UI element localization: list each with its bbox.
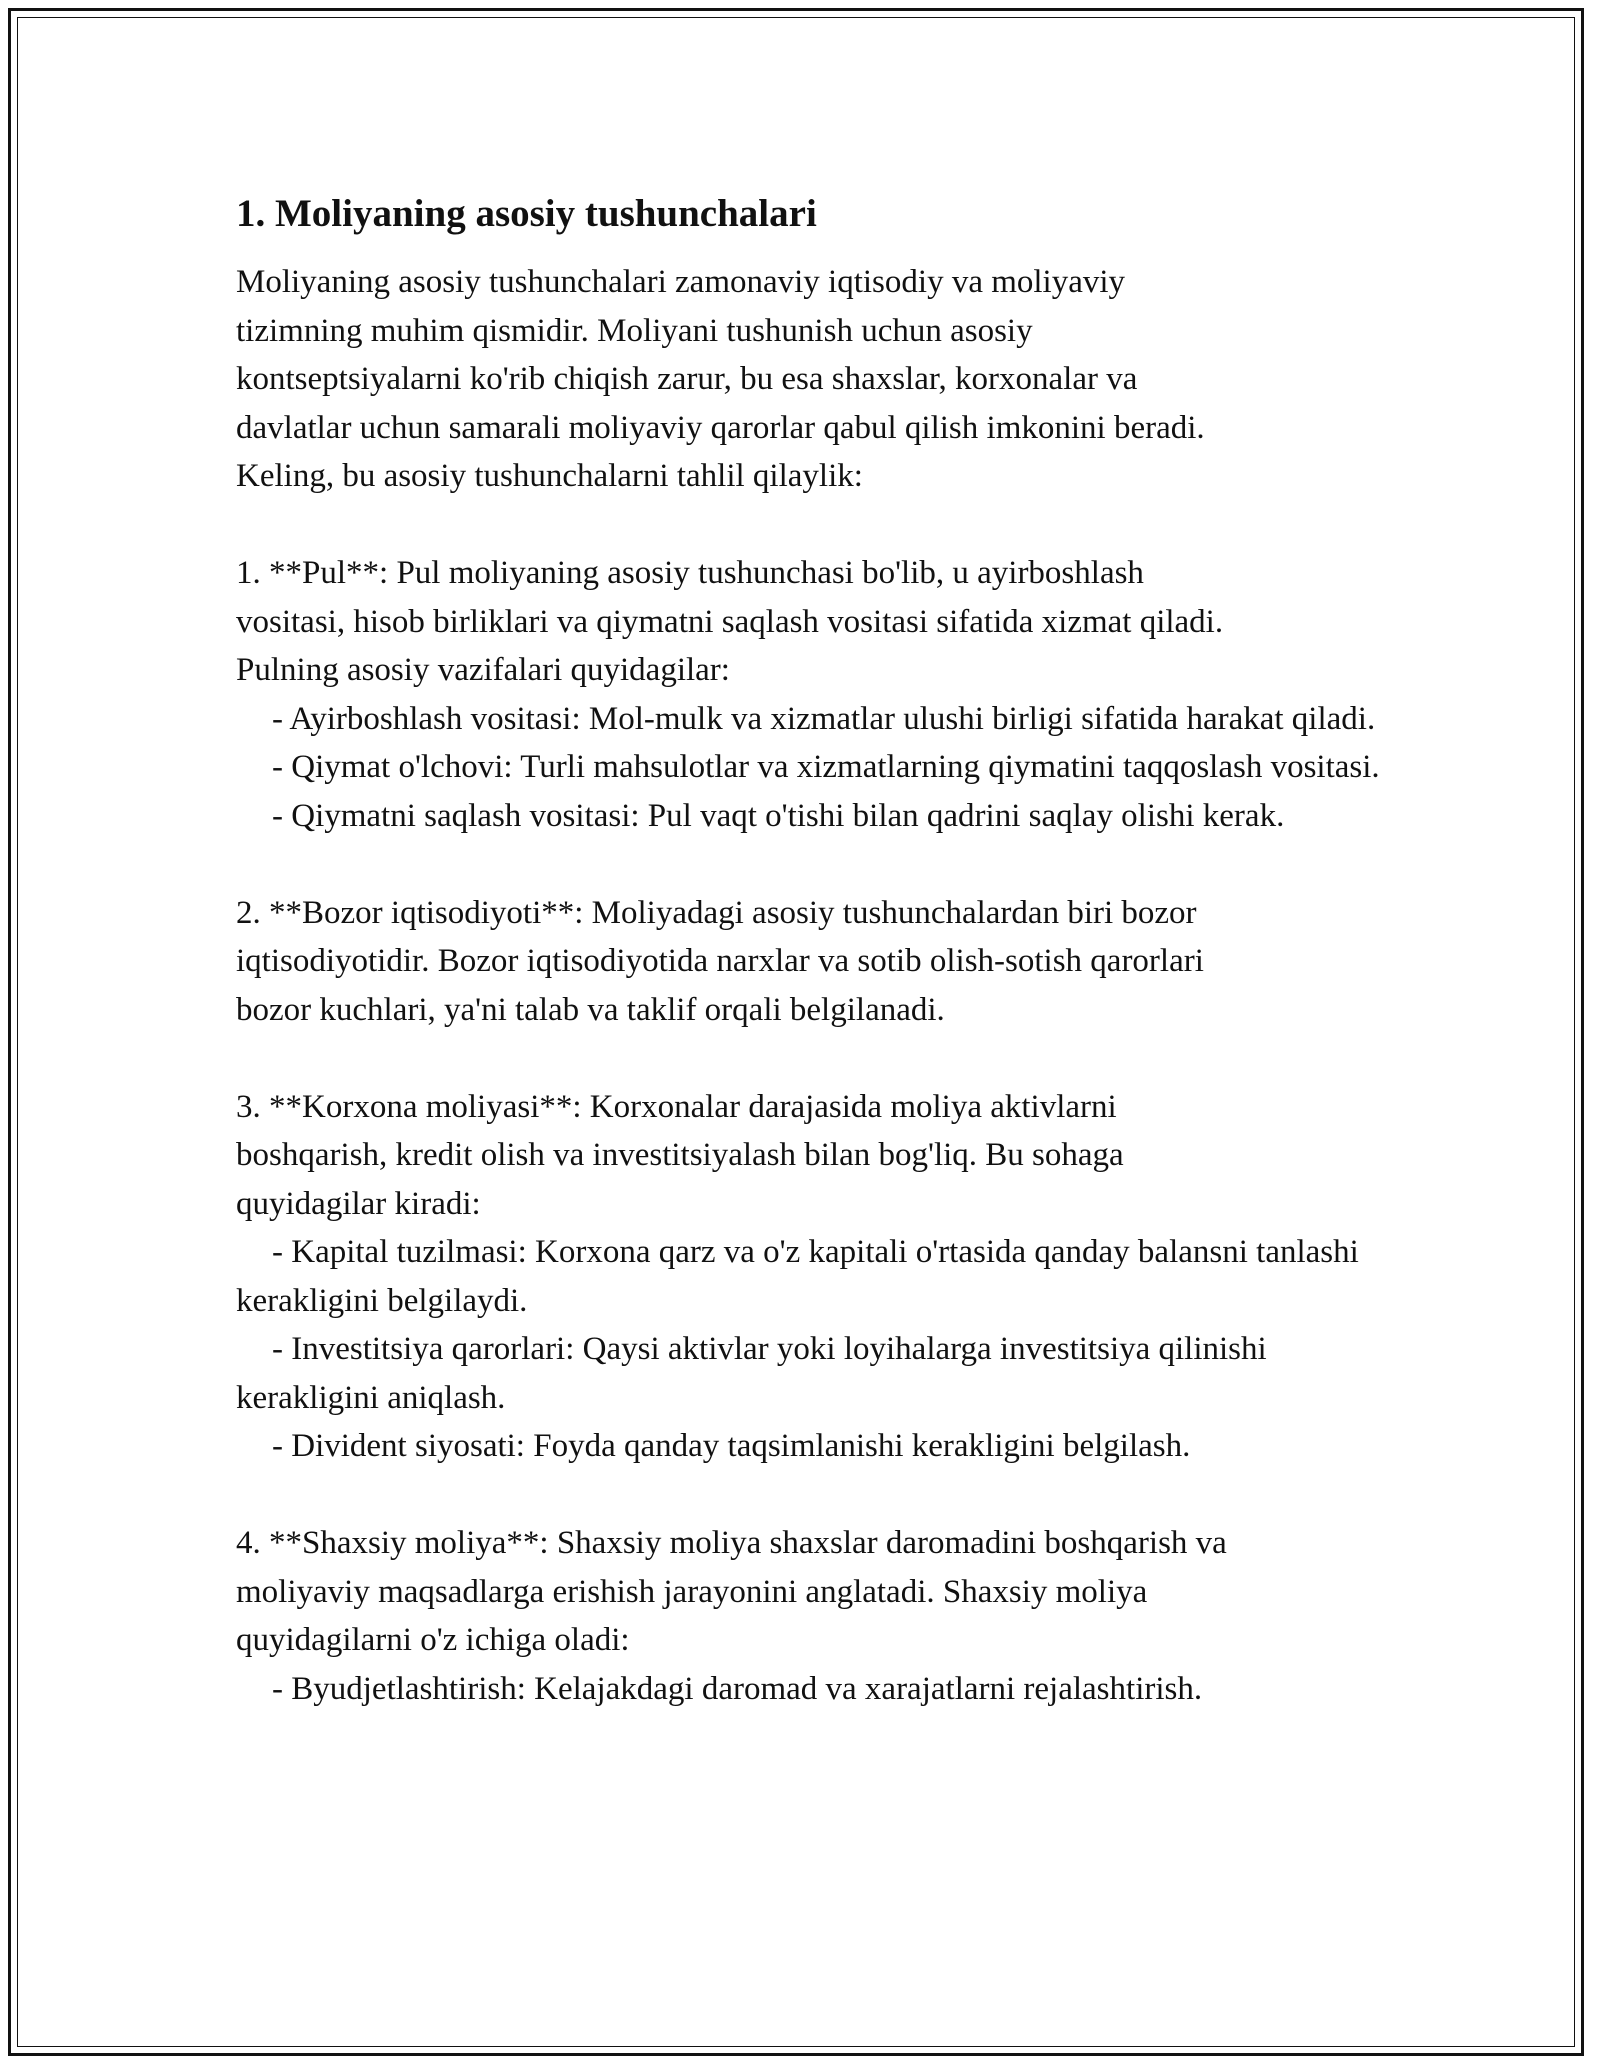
- section-1-bullet-3: - Qiymatni saqlash vositasi: Pul vaqt o'tishi bilan qadrini saqlay olishi kerak.: [272, 797, 1285, 834]
- section-3-text: 3. **Korxona moliyasi**: Korxonalar darajasida moliya aktivlarni boshqarish, kredit olish va investitsiyalash bilan bog'liq. Bu sohaga quyidagilar kiradi:: [236, 1088, 1124, 1222]
- section-4-bullet-1: - Byudjetlashtirish: Kelajakdagi daromad va xarajatlarni rejalashtirish.: [272, 1670, 1203, 1707]
- document-title: 1. Moliyaning asosiy tushunchalari: [236, 192, 817, 235]
- section-4-text: 4. **Shaxsiy moliya**: Shaxsiy moliya shaxslar daromadini boshqarish va moliyaviy maqsadlarga erishish jarayonini anglatadi. Shaxsiy moliya quyidagilarni o'z ichiga oladi:: [236, 1525, 1227, 1658]
- section-2-text: 2. **Bozor iqtisodiyoti**: Moliyadagi asosiy tushunchalardan biri bozor iqtisodiyotidir. Bozor iqtisodiyotida narxlar va sotib olish-sotish qarorlari bozor kuchlari, ya'ni talab va taklif orqali belgilanadi.: [236, 894, 1204, 1028]
- section-1-bullet-1: - Ayirboshlash vositasi: Mol-mulk va xizmatlar ulushi birligi sifatida harakat qiladi.: [272, 700, 1376, 737]
- section-3-bullet-1: - Kapital tuzilmasi: Korxona qarz va o'z kapitali o'rtasida qanday balansni tanlashi kerakligini belgilaydi.: [236, 1234, 1359, 1319]
- section-1-text: 1. **Pul**: Pul moliyaning asosiy tushunchasi bo'lib, u ayirboshlash vositasi, hisob birliklari va qiymatni saqlash vositasi sifatida xizmat qiladi. Pulning asosiy vazifalari quyidagilar:: [236, 555, 1224, 688]
- section-1-bullet-2: - Qiymat o'lchovi: Turli mahsulotlar va xizmatlarning qiymatini taqqoslash vositasi.: [272, 749, 1380, 785]
- document-body: [236, 188, 1386, 1713]
- intro-paragraph: Moliyaning asosiy tushunchalari zamonaviy iqtisodiy va moliyaviy tizimning muhim qismidir. Moliyani tushunish uchun asosiy kontseptsiyalarni ko'rib chiqish zarur, bu esa shaxslar, korxonalar va davlatlar uchun samarali moliyaviy qarorlar qabul qilish imkonini beradi. Keling, bu asosiy tushunchalarni tahlil qilaylik:: [236, 264, 1205, 494]
- section-3-bullet-2: - Investitsiya qarorlari: Qaysi aktivlar yoki loyihalarga investitsiya qilinishi kerakligini aniqlash.: [236, 1331, 1267, 1416]
- section-3-bullet-3: - Divident siyosati: Foyda qanday taqsimlanishi kerakligini belgilash.: [272, 1428, 1191, 1464]
